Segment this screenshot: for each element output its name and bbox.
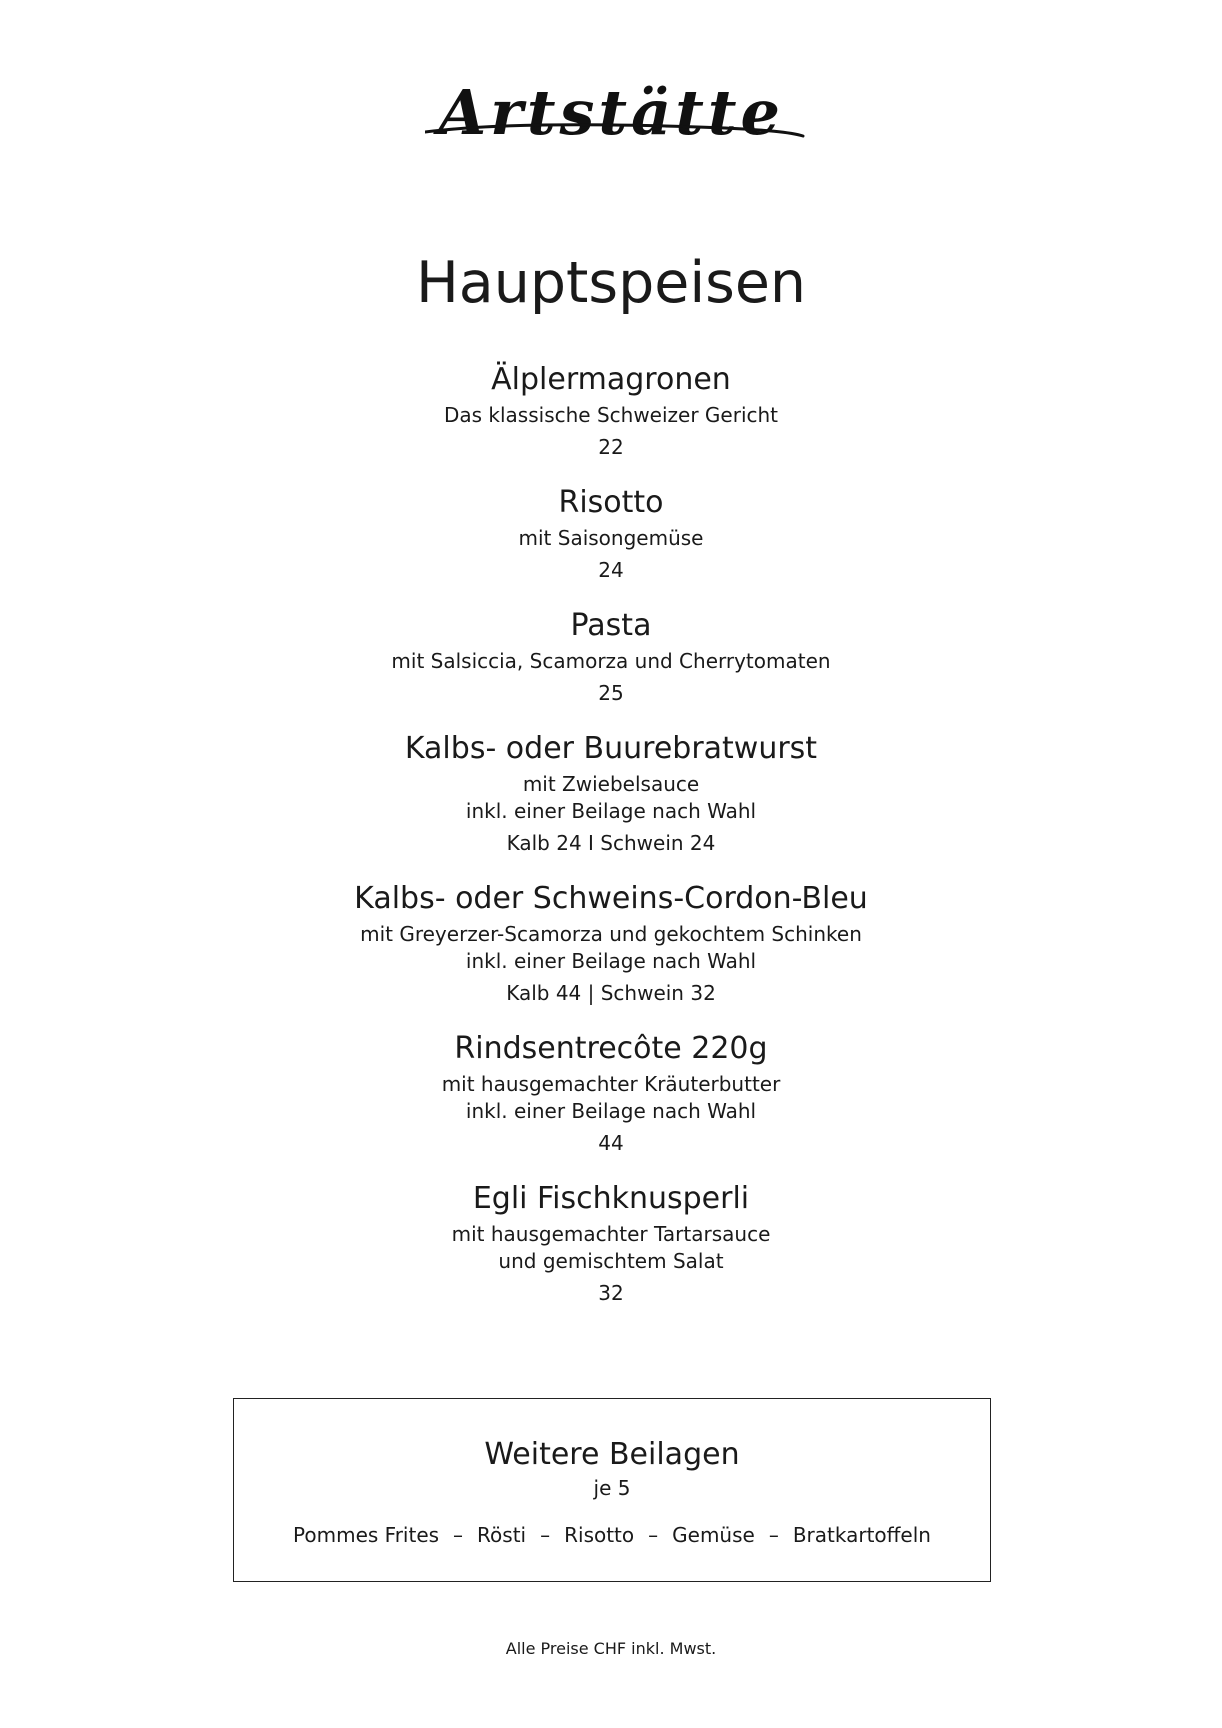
sides-title: Weitere Beilagen (484, 1437, 740, 1472)
menu-item-name: Kalbs- oder Buurebratwurst (404, 731, 818, 766)
page-title: Hauptspeisen (415, 250, 807, 316)
menu-item-description: mit Salsiccia, Scamorza und Cherrytomaten (391, 649, 831, 673)
side-item: Pommes Frites (293, 1523, 440, 1547)
side-item: Bratkartoffeln (792, 1523, 931, 1547)
menu-item (0, 1027, 1222, 1157)
side-item: Risotto (564, 1523, 635, 1547)
menu-item-description: und gemischtem Salat (498, 1249, 724, 1273)
menu-item-price: 22 (598, 435, 624, 459)
menu-item-price: 25 (598, 681, 624, 705)
menu-list (0, 358, 1222, 1327)
menu-item-description: Das klassische Schweizer Gericht (443, 403, 779, 427)
side-item: Rösti (477, 1523, 527, 1547)
menu-item (0, 1177, 1222, 1307)
menu-item-price: 44 (598, 1131, 624, 1155)
menu-item (0, 727, 1222, 857)
menu-item-description: inkl. einer Beilage nach Wahl (465, 799, 757, 823)
menu-item-price: 32 (598, 1281, 624, 1305)
menu-item-name: Pasta (570, 608, 652, 643)
menu-item-name: Älplermagronen (491, 362, 731, 397)
menu-item-name: Rindsentrecôte 220g (454, 1031, 768, 1066)
menu-item-description: mit hausgemachter Tartarsauce (451, 1222, 771, 1246)
sides-separator: – (768, 1523, 779, 1547)
menu-item-description: mit hausgemachter Kräuterbutter (441, 1072, 781, 1096)
menu-item-price: Kalb 24 I Schwein 24 (506, 831, 716, 855)
sides-list (234, 1521, 990, 1549)
menu-item-description: mit Saisongemüse (518, 526, 704, 550)
menu-item-description: mit Greyerzer-Scamorza und gekochtem Schinken (360, 922, 862, 946)
menu-item (0, 604, 1222, 707)
sides-price: je 5 (593, 1476, 631, 1500)
side-item: Gemüse (672, 1523, 755, 1547)
menu-item (0, 877, 1222, 1007)
sides-separator: – (540, 1523, 551, 1547)
menu-item-price: Kalb 44 | Schwein 32 (506, 981, 716, 1005)
menu-item-name: Egli Fischknusperli (472, 1181, 750, 1216)
sides-separator: – (453, 1523, 464, 1547)
footer-note: Alle Preise CHF inkl. Mwst. (505, 1639, 717, 1658)
menu-item-description: mit Zwiebelsauce (522, 772, 700, 796)
sides-box (233, 1398, 991, 1582)
menu-item (0, 481, 1222, 584)
menu-item-name: Risotto (558, 485, 664, 520)
menu-item (0, 358, 1222, 461)
logo-swoosh (425, 92, 805, 152)
menu-item-name: Kalbs- oder Schweins-Cordon-Bleu (354, 881, 868, 916)
logo-text: Artstätte (438, 76, 784, 149)
sides-separator: – (648, 1523, 659, 1547)
menu-item-price: 24 (598, 558, 624, 582)
menu-item-description: inkl. einer Beilage nach Wahl (465, 1099, 757, 1123)
menu-item-description: inkl. einer Beilage nach Wahl (465, 949, 757, 973)
